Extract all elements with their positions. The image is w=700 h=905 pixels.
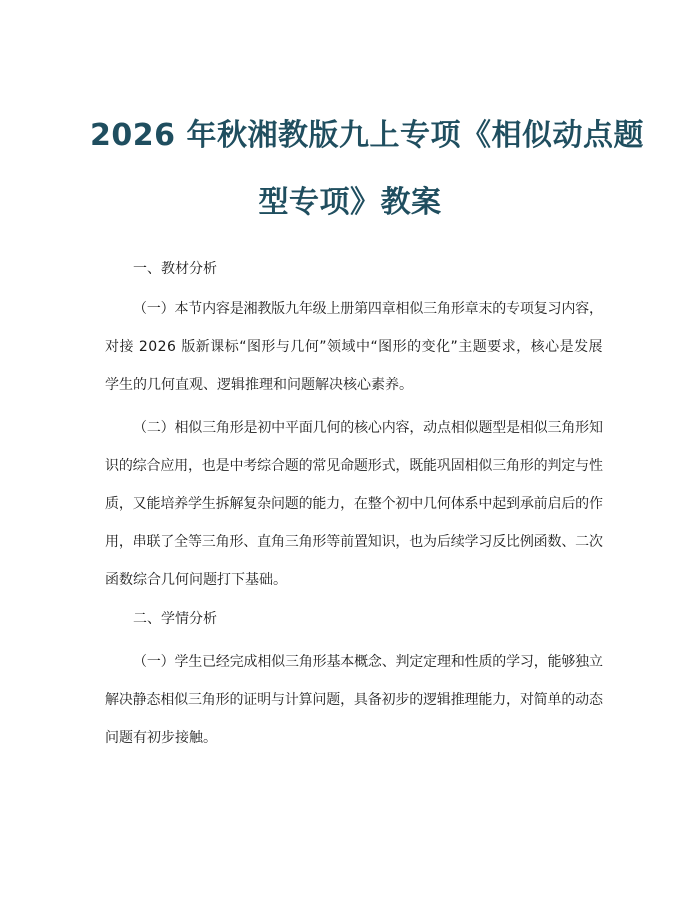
paragraph-line: 用，串联了全等三角形、直角三角形等前置知识，也为后续学习反比例函数、二次 [105,534,603,550]
paragraph-line: （二）相似三角形是初中平面几何的核心内容，动点相似题型是相似三角形知 [133,420,603,436]
document-title-line-1: 2026 年秋湘教版九上专项《相似动点题 [90,118,644,153]
section-heading-textbook-analysis: 一、教材分析 [133,261,217,277]
section-heading-student-analysis: 二、学情分析 [133,611,217,627]
paragraph-line: 函数综合几何问题打下基础。 [105,572,287,588]
paragraph-line: （一）本节内容是湘教版九年级上册第四章相似三角形章末的专项复习内容， [133,301,603,317]
paragraph-line: 识的综合应用，也是中考综合题的常见命题形式，既能巩固相似三角形的判定与性 [105,458,603,474]
paragraph-line: 解决静态相似三角形的证明与计算问题，具备初步的逻辑推理能力，对简单的动态 [105,692,603,708]
document-title-line-2: 型专项》教案 [258,185,442,220]
paragraph-line: 对接 2026 版新课标“图形与几何”领域中“图形的变化”主题要求，核心是发展 [105,339,604,355]
paragraph-line: 问题有初步接触。 [105,730,217,746]
paragraph-line: 学生的几何直观、逻辑推理和问题解决核心素养。 [105,377,413,393]
paragraph-line: （一）学生已经完成相似三角形基本概念、判定定理和性质的学习，能够独立 [133,654,603,670]
paragraph-line: 质，又能培养学生拆解复杂问题的能力，在整个初中几何体系中起到承前启后的作 [105,496,603,512]
